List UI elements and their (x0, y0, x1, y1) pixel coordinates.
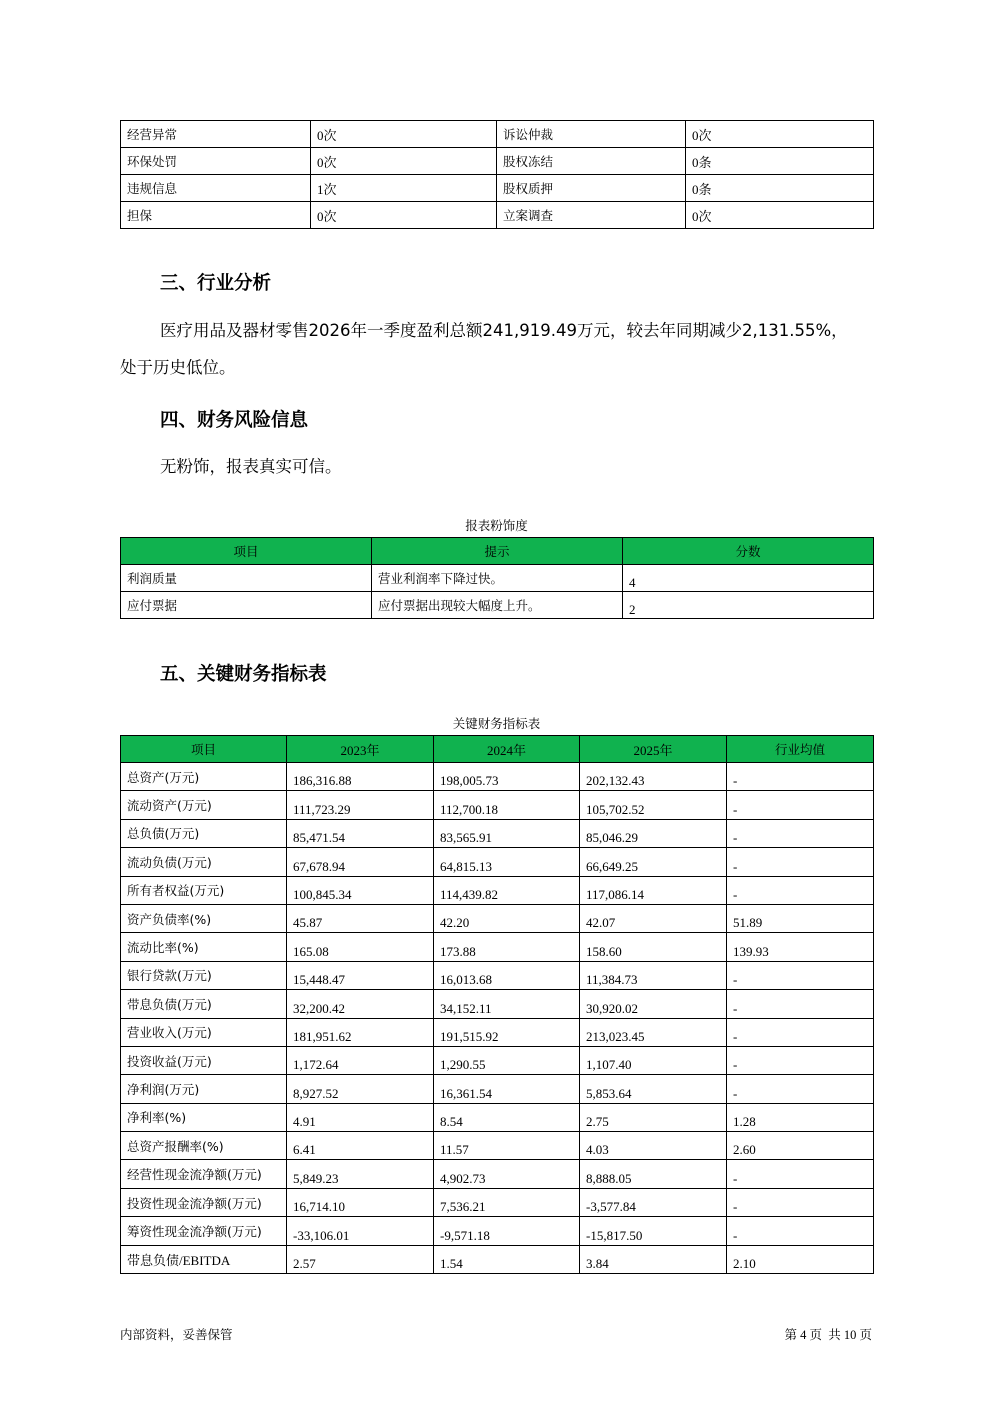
row-label-cell: 流动比率(%) (121, 933, 287, 961)
table-cell: 0条 (686, 148, 874, 175)
value-cell: - (727, 1188, 874, 1216)
value-cell: 1.54 (434, 1245, 580, 1273)
value-cell: 8,888.05 (580, 1160, 727, 1188)
value-cell: 16,714.10 (287, 1188, 434, 1216)
table-row (121, 121, 874, 148)
row-label-cell: 净利率(%) (121, 1103, 287, 1131)
column-header: 分数 (623, 538, 874, 565)
table-cell: 0次 (311, 202, 497, 229)
value-cell: 66,649.25 (580, 848, 727, 876)
table-row (121, 1245, 874, 1273)
value-cell: 5,849.23 (287, 1160, 434, 1188)
value-cell: 158.60 (580, 933, 727, 961)
table-row (121, 904, 874, 932)
section-heading-key-indicators: 五、关键财务指标表 (160, 664, 327, 685)
table-cell: 诉讼仲裁 (497, 121, 686, 148)
value-cell: 7,536.21 (434, 1188, 580, 1216)
value-cell: 112,700.18 (434, 791, 580, 819)
table-caption-dressing: 报表粉饰度 (465, 518, 528, 533)
table-cell: 经营异常 (121, 121, 311, 148)
column-header: 2024年 (434, 736, 580, 763)
value-cell: 111,723.29 (287, 791, 434, 819)
table-row (121, 1103, 874, 1131)
value-cell: 173.88 (434, 933, 580, 961)
value-cell: 30,920.02 (580, 990, 727, 1018)
value-cell: 64,815.13 (434, 848, 580, 876)
value-cell: - (727, 1018, 874, 1046)
value-cell: 34,152.11 (434, 990, 580, 1018)
report-dressing-table (120, 537, 874, 619)
value-cell: - (727, 819, 874, 847)
value-cell: 8.54 (434, 1103, 580, 1131)
table-header-row (121, 538, 874, 565)
table-header-row (121, 736, 874, 763)
value-cell: - (727, 1217, 874, 1245)
key-financial-indicators-table (120, 735, 874, 1274)
table-cell: 应付票据出现较大幅度上升。 (372, 592, 623, 619)
value-cell: - (727, 763, 874, 791)
table-row (121, 565, 874, 592)
row-label-cell: 总资产报酬率(%) (121, 1132, 287, 1160)
table-cell: 违规信息 (121, 175, 311, 202)
table-row (121, 933, 874, 961)
table-row (121, 202, 874, 229)
row-label-cell: 银行贷款(万元) (121, 961, 287, 989)
value-cell: 191,515.92 (434, 1018, 580, 1046)
value-cell: 11,384.73 (580, 961, 727, 989)
value-cell: - (727, 961, 874, 989)
table-cell: 立案调查 (497, 202, 686, 229)
value-cell: 32,200.42 (287, 990, 434, 1018)
value-cell: 1,290.55 (434, 1046, 580, 1074)
value-cell: 2.57 (287, 1245, 434, 1273)
value-cell: 139.93 (727, 933, 874, 961)
table-cell: 0条 (686, 175, 874, 202)
value-cell: - (727, 876, 874, 904)
value-cell: 67,678.94 (287, 848, 434, 876)
table-cell: 0次 (311, 148, 497, 175)
value-cell: 42.07 (580, 904, 727, 932)
table-row (121, 1075, 874, 1103)
value-cell: 1,107.40 (580, 1046, 727, 1074)
row-label-cell: 营业收入(万元) (121, 1018, 287, 1046)
table-row (121, 1018, 874, 1046)
value-cell: 100,845.34 (287, 876, 434, 904)
value-cell: 1,172.64 (287, 1046, 434, 1074)
table-cell-score: 4 (623, 565, 874, 592)
value-cell: 117,086.14 (580, 876, 727, 904)
column-header: 提示 (372, 538, 623, 565)
table-caption-key-indicators: 关键财务指标表 (452, 716, 541, 731)
table-row (121, 1046, 874, 1074)
financial-risk-paragraph: 无粉饰，报表真实可信。 (160, 457, 342, 476)
table-row (121, 819, 874, 847)
value-cell: 85,471.54 (287, 819, 434, 847)
value-cell: - (727, 1075, 874, 1103)
table-cell: 担保 (121, 202, 311, 229)
value-cell: - (727, 1046, 874, 1074)
row-label-cell: 流动资产(万元) (121, 791, 287, 819)
row-label-cell: 净利润(万元) (121, 1075, 287, 1103)
value-cell: 3.84 (580, 1245, 727, 1273)
value-cell: 4.03 (580, 1132, 727, 1160)
table-row (121, 1188, 874, 1216)
value-cell: 6.41 (287, 1132, 434, 1160)
value-cell: - (727, 791, 874, 819)
table-cell: 环保处罚 (121, 148, 311, 175)
value-cell: 85,046.29 (580, 819, 727, 847)
section-heading-industry-analysis: 三、行业分析 (160, 273, 272, 294)
table-row (121, 175, 874, 202)
table-row (121, 791, 874, 819)
value-cell: 16,361.54 (434, 1075, 580, 1103)
table-cell: 股权质押 (497, 175, 686, 202)
row-label-cell: 总负债(万元) (121, 819, 287, 847)
value-cell: - (727, 990, 874, 1018)
value-cell: 2.75 (580, 1103, 727, 1131)
value-cell: 2.60 (727, 1132, 874, 1160)
column-header: 项目 (121, 736, 287, 763)
row-label-cell: 资产负债率(%) (121, 904, 287, 932)
table-cell: 0次 (686, 202, 874, 229)
column-header: 行业均值 (727, 736, 874, 763)
value-cell: 83,565.91 (434, 819, 580, 847)
value-cell: 165.08 (287, 933, 434, 961)
table-row (121, 990, 874, 1018)
row-label-cell: 流动负债(万元) (121, 848, 287, 876)
value-cell: 1.28 (727, 1103, 874, 1131)
value-cell: -9,571.18 (434, 1217, 580, 1245)
section-heading-financial-risk: 四、财务风险信息 (160, 410, 309, 431)
row-label-cell: 筹资性现金流净额(万元) (121, 1217, 287, 1245)
table-row (121, 592, 874, 619)
table-row (121, 1217, 874, 1245)
column-header: 2025年 (580, 736, 727, 763)
value-cell: 186,316.88 (287, 763, 434, 791)
row-label-cell: 投资收益(万元) (121, 1046, 287, 1074)
value-cell: 213,023.45 (580, 1018, 727, 1046)
value-cell: - (727, 1160, 874, 1188)
row-label-cell: 经营性现金流净额(万元) (121, 1160, 287, 1188)
industry-analysis-paragraph-line2: 处于历史低位。 (120, 358, 236, 377)
table-row (121, 1160, 874, 1188)
value-cell: 114,439.82 (434, 876, 580, 904)
value-cell: 202,132.43 (580, 763, 727, 791)
risk-summary-table (120, 120, 874, 229)
value-cell: 181,951.62 (287, 1018, 434, 1046)
table-cell: 股权冻结 (497, 148, 686, 175)
value-cell: 4,902.73 (434, 1160, 580, 1188)
value-cell: -3,577.84 (580, 1188, 727, 1216)
table-cell: 1次 (311, 175, 497, 202)
footer-confidential-note: 内部资料，妥善保管 (120, 1327, 233, 1342)
value-cell: 15,448.47 (287, 961, 434, 989)
value-cell: - (727, 848, 874, 876)
table-row (121, 848, 874, 876)
value-cell: 198,005.73 (434, 763, 580, 791)
table-cell: 营业利润率下降过快。 (372, 565, 623, 592)
table-row (121, 763, 874, 791)
row-label-cell: 投资性现金流净额(万元) (121, 1188, 287, 1216)
table-cell: 应付票据 (121, 592, 372, 619)
row-label-cell: 所有者权益(万元) (121, 876, 287, 904)
column-header: 2023年 (287, 736, 434, 763)
table-row (121, 961, 874, 989)
value-cell: 8,927.52 (287, 1075, 434, 1103)
table-cell-score: 2 (623, 592, 874, 619)
table-row (121, 148, 874, 175)
column-header: 项目 (121, 538, 372, 565)
table-row (121, 1132, 874, 1160)
table-cell: 0次 (686, 121, 874, 148)
footer-page-number: 第 4 页 共 10 页 (784, 1328, 872, 1342)
value-cell: 11.57 (434, 1132, 580, 1160)
row-label-cell: 总资产(万元) (121, 763, 287, 791)
value-cell: 42.20 (434, 904, 580, 932)
table-row (121, 876, 874, 904)
value-cell: 4.91 (287, 1103, 434, 1131)
industry-analysis-paragraph-line1: 医疗用品及器材零售2026年一季度盈利总额241,919.49万元，较去年同期减少2,131.55%， (160, 321, 848, 340)
key-indicators-body (121, 763, 874, 1274)
value-cell: 16,013.68 (434, 961, 580, 989)
table-cell: 0次 (311, 121, 497, 148)
value-cell: 45.87 (287, 904, 434, 932)
value-cell: -15,817.50 (580, 1217, 727, 1245)
value-cell: 105,702.52 (580, 791, 727, 819)
value-cell: 51.89 (727, 904, 874, 932)
table-cell: 利润质量 (121, 565, 372, 592)
value-cell: 2.10 (727, 1245, 874, 1273)
value-cell: -33,106.01 (287, 1217, 434, 1245)
row-label-cell: 带息负债/EBITDA (121, 1245, 287, 1273)
value-cell: 5,853.64 (580, 1075, 727, 1103)
row-label-cell: 带息负债(万元) (121, 990, 287, 1018)
